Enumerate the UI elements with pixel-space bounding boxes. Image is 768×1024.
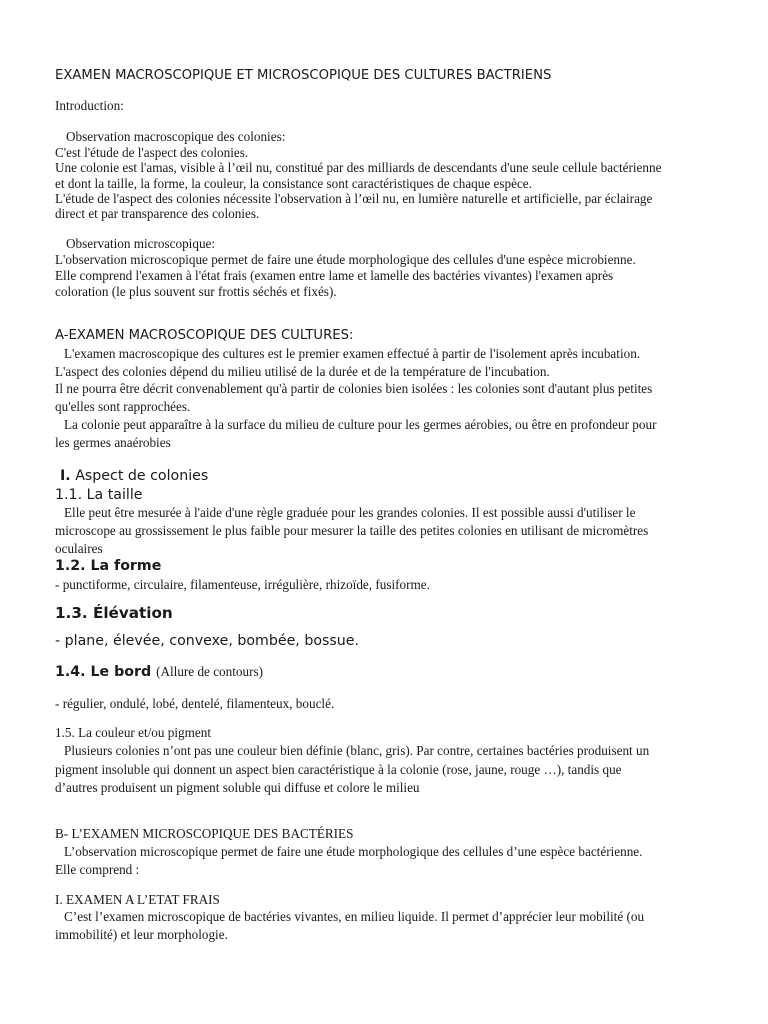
couleur-line: Plusieurs colonies n’ont pas une couleur bien définie (blanc, gris). Par contre, certaines bactéries produisent un: [64, 743, 650, 758]
intro-macro-line: Une colonie est l'amas, visible à l’œil nu, constitué par des milliards de descendants d'une seule cellule bactérienne: [55, 160, 662, 175]
frais-heading: I. EXAMEN A L’ETAT FRAIS: [55, 892, 220, 907]
frais-line: immobilité) et leur morphologie.: [55, 927, 228, 942]
bord-text: - régulier, ondulé, lobé, dentelé, filamenteux, bouclé.: [55, 696, 335, 711]
taille-line: microscope au grossissement le plus faible pour mesurer la taille des petites colonies en utilisant de micromètres: [55, 523, 649, 538]
couleur-line: pigment insoluble qui donnent un aspect bien caractéristique à la colonie (rose, jaune, rouge …), tandis que: [55, 762, 622, 777]
bord-title: 1.4. Le bord: [55, 664, 152, 680]
section-a-line: les germes anaérobies: [55, 435, 171, 450]
document-title: EXAMEN MACROSCOPIQUE ET MICROSCOPIQUE DES CULTURES BACTRIENS: [55, 68, 552, 83]
section-b-line: Elle comprend :: [55, 862, 140, 877]
section-a-heading: A-EXAMEN MACROSCOPIQUE DES CULTURES:: [55, 328, 354, 343]
intro-macro-line: et dont la taille, la forme, la couleur, la consistance sont caractéristiques de chaque espèce.: [55, 176, 532, 191]
section-b-line: L’observation microscopique permet de faire une étude morphologique des cellules d’une espèce bactérienne.: [64, 844, 643, 859]
section-b-heading: B- L’EXAMEN MICROSCOPIQUE DES BACTÉRIES: [55, 826, 354, 841]
intro-label: Introduction:: [55, 98, 124, 113]
intro-micro-line: L'observation microscopique permet de faire une étude morphologique des cellules d'une espèce microbienne.: [55, 252, 636, 267]
elevation-heading: 1.3. Élévation: [55, 604, 173, 622]
section-a-line: La colonie peut apparaître à la surface du milieu de culture pour les germes aérobies, ou être en profondeur pour: [64, 417, 657, 432]
intro-macro-heading: Observation macroscopique des colonies:: [66, 129, 286, 144]
couleur-line: d’autres produisent un pigment soluble qui diffuse et colore le milieu: [55, 780, 420, 795]
intro-micro-heading: Observation microscopique:: [66, 236, 216, 251]
aspect-title: Aspect de colonies: [75, 468, 209, 484]
forme-text: - punctiforme, circulaire, filamenteuse, irrégulière, rhizoïde, fusiforme.: [55, 577, 430, 592]
taille-line: Elle peut être mesurée à l'aide d'une règle graduée pour les grandes colonies. Il est possible aussi d'utiliser le: [64, 505, 636, 520]
section-a-line: Il ne pourra être décrit convenablement qu'à partir de colonies bien isolées : les colonies sont d'autant plus petites: [55, 381, 653, 396]
elevation-text: - plane, élevée, convexe, bombée, bossue.: [55, 633, 360, 649]
intro-micro-line: Elle comprend l'examen à l'état frais (examen entre lame et lamelle des bactéries vivantes) l'examen après: [55, 268, 614, 283]
intro-macro-line: direct et par transparence des colonies.: [55, 206, 260, 221]
section-a-line: L'examen macroscopique des cultures est le premier examen effectué à partir de l'isolement après incubation.: [64, 346, 641, 361]
bord-heading: [55, 664, 263, 680]
intro-macro-line: C'est l'étude de l'aspect des colonies.: [55, 145, 249, 160]
taille-line: oculaires: [55, 541, 103, 556]
section-a-line: L'aspect des colonies dépend du milieu utilisé de la durée et de la température de l'incubation.: [55, 364, 550, 379]
couleur-heading: 1.5. La couleur et/ou pigment: [55, 725, 212, 740]
section-a-line: qu'elles sont rapprochées.: [55, 399, 191, 414]
bord-note: (Allure de contours): [156, 664, 264, 679]
taille-heading: 1.1. La taille: [55, 487, 143, 503]
forme-heading: 1.2. La forme: [55, 558, 162, 574]
aspect-heading: [60, 468, 208, 484]
frais-line: C’est l’examen microscopique de bactéries vivantes, en milieu liquide. Il permet d’apprécier leur mobilité (ou: [64, 909, 645, 924]
intro-macro-line: L'étude de l'aspect des colonies nécessite l'observation à l’œil nu, en lumière naturelle et artificielle, par éclairage: [55, 191, 653, 206]
intro-micro-line: coloration (le plus souvent sur frottis séchés et fixés).: [55, 284, 337, 299]
aspect-numeral: I.: [60, 468, 71, 484]
